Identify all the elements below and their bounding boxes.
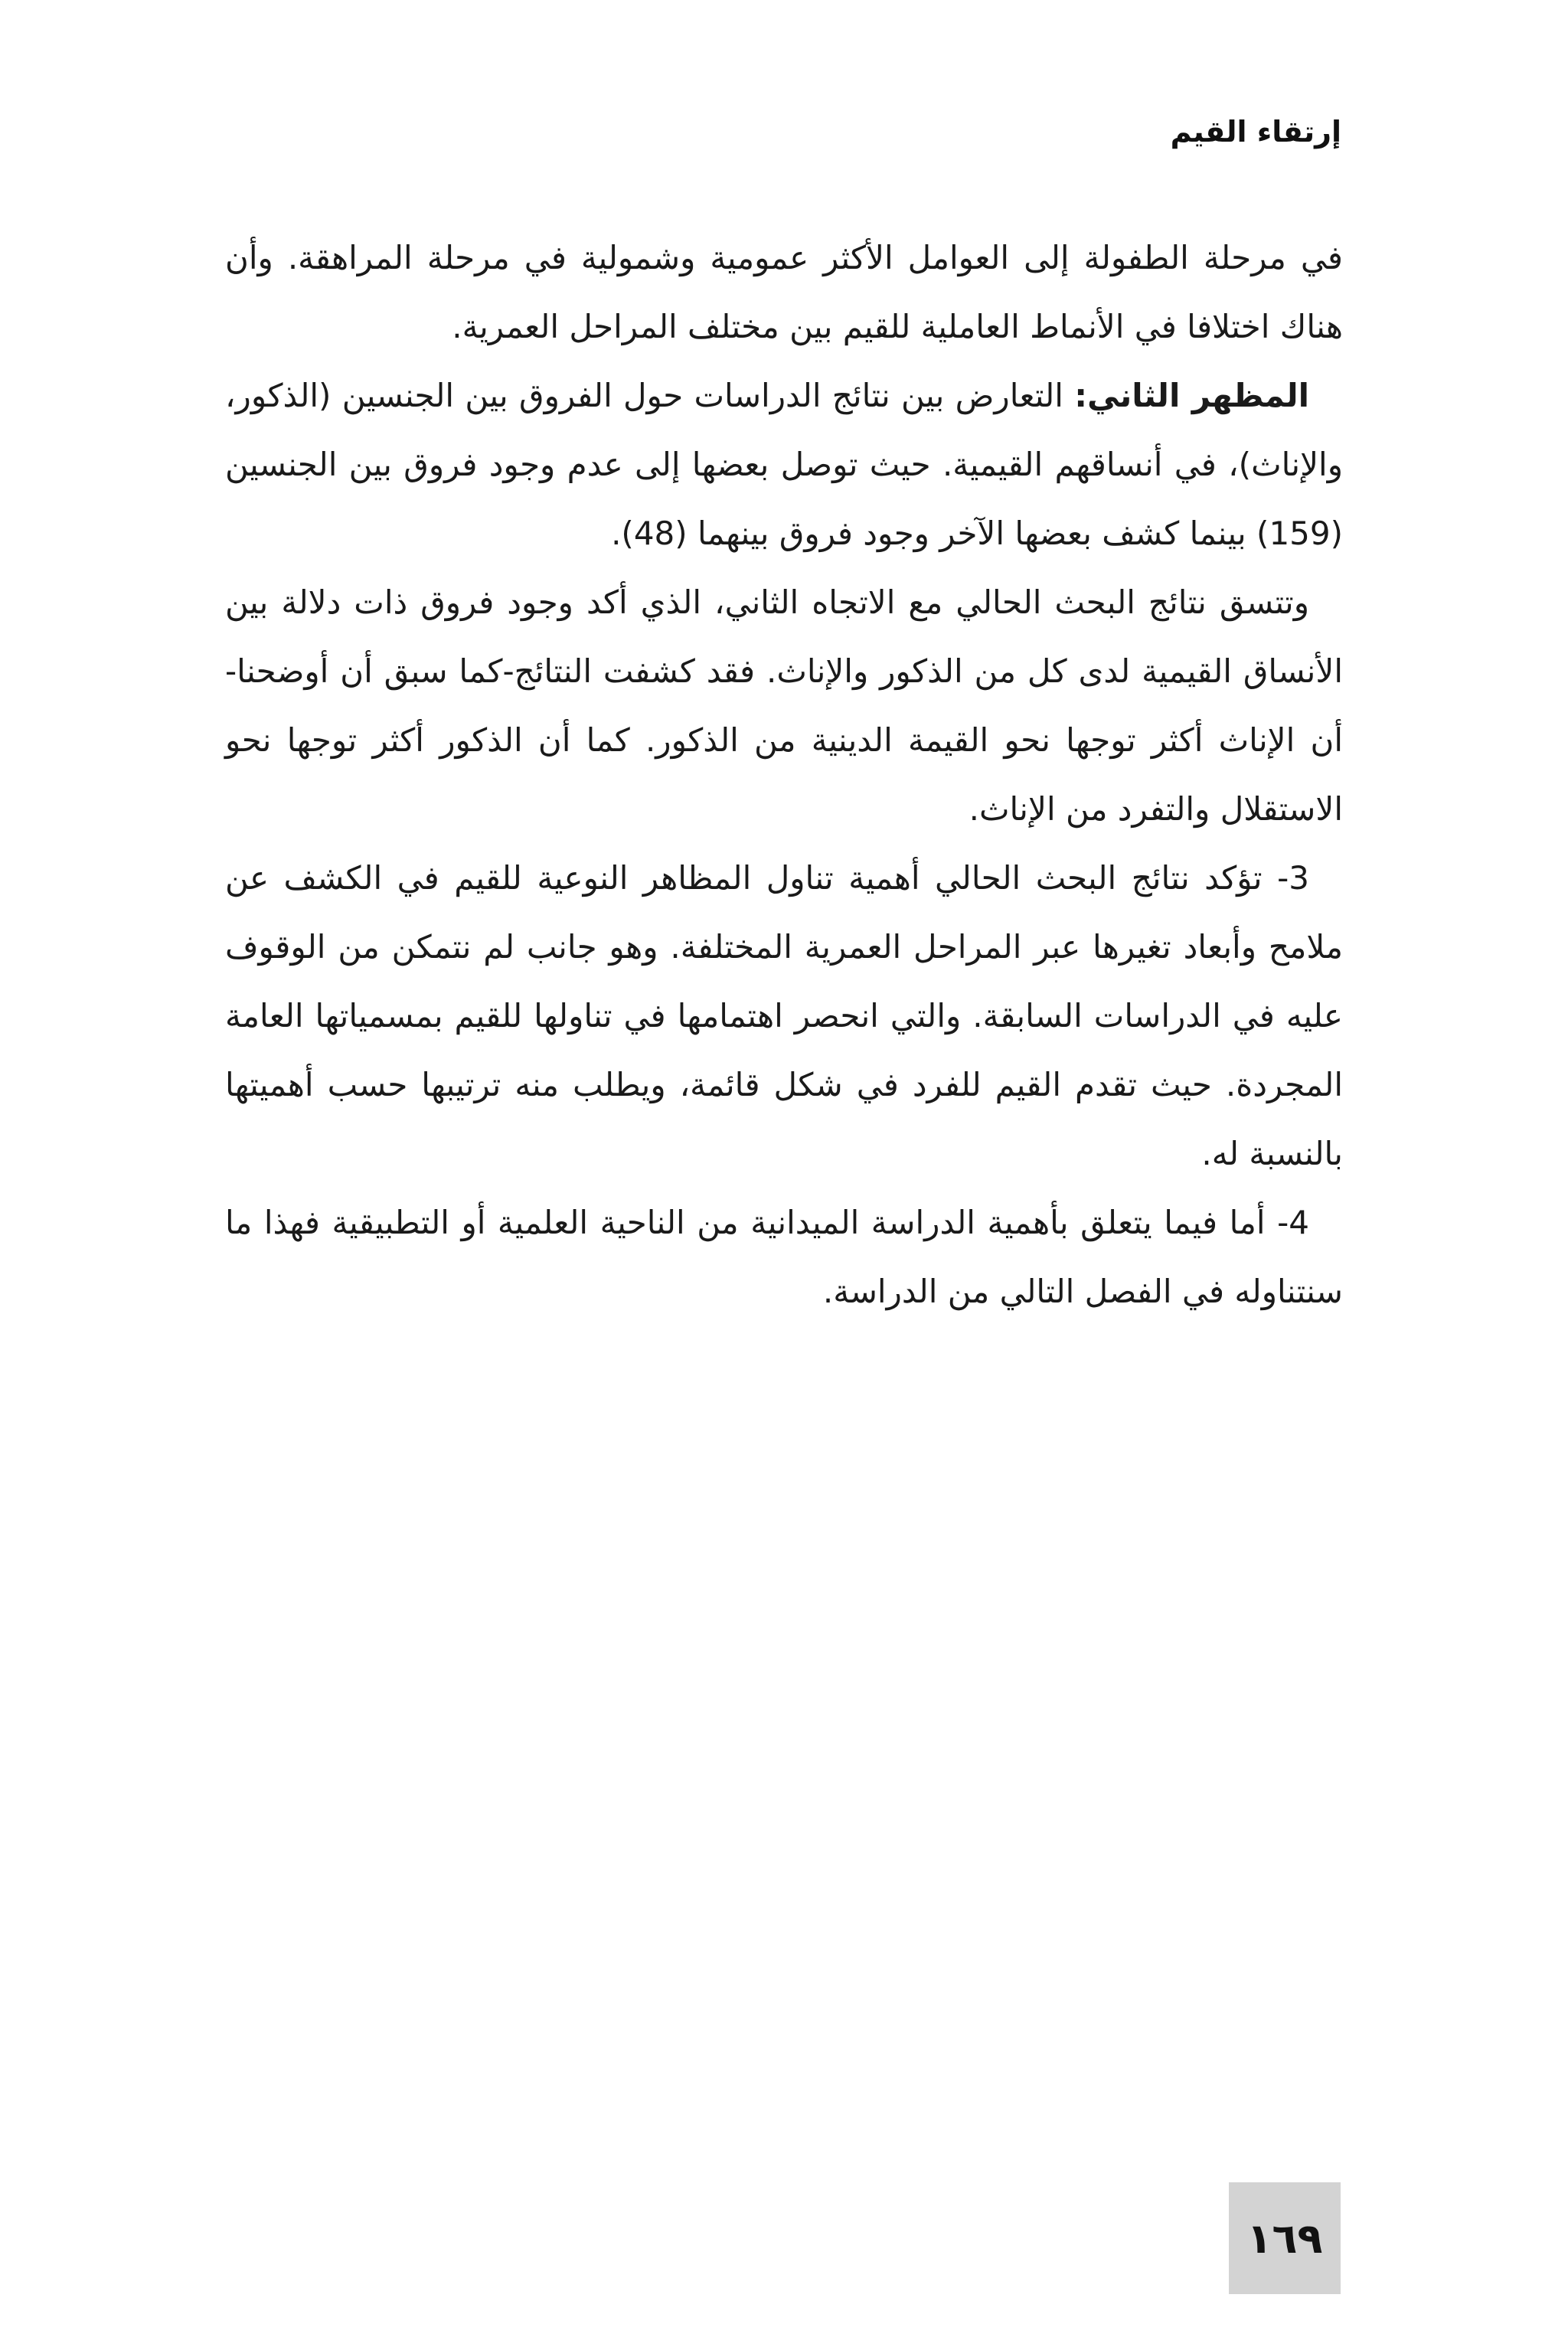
- running-header-title: إرتقاء القيم: [1170, 115, 1341, 149]
- paragraph-4: 3- تؤكد نتائج البحث الحالي أهمية تناول المظاهر النوعية للقيم في الكشف عن ملامح وأبعاد تغيرها عبر المراحل العمرية المختلفة. وهو جانب لم نتمكن من الوقوف عليه في الدراسات السابقة. والتي انحصر اهتمامها في تناولها للقيم بمسمياتها العامة المجردة. حيث تقدم القيم للفرد في شكل قائمة، ويطلب منه ترتيبها حسب أهميتها بالنسبة له.: [225, 859, 1343, 1172]
- page-number-box: [1229, 2182, 1341, 2294]
- paragraph-2-text: التعارض بين نتائج الدراسات حول الفروق بين الجنسين (الذكور، والإناث)، في أنساقهم القيمية. حيث توصل بعضها إلى عدم وجود فروق بين الجنسين (159) بينما كشف بعضها الآخر وجود فروق بينهما (48).: [225, 377, 1343, 552]
- body-text: [225, 224, 1343, 1326]
- paragraph-1: في مرحلة الطفولة إلى العوامل الأكثر عمومية وشمولية في مرحلة المراهقة. وأن هناك اختلافا في الأنماط العاملية للقيم بين مختلف المراحل العمرية.: [225, 239, 1343, 345]
- paragraph-5: 4- أما فيما يتعلق بأهمية الدراسة الميدانية من الناحية العلمية أو التطبيقية فهذا ما سنتناوله في الفصل التالي من الدراسة.: [225, 1204, 1343, 1310]
- page-number: ١٦٩: [1246, 2214, 1323, 2263]
- paragraph-2-lead: المظهر الثاني:: [1074, 377, 1309, 414]
- paragraph-3: وتتسق نتائج البحث الحالي مع الاتجاه الثاني، الذي أكد وجود فروق ذات دلالة بين الأنساق القيمية لدى كل من الذكور والإناث. فقد كشفت النتائج-كما سبق أن أوضحنا-أن الإناث أكثر توجها نحو القيمة الدينية من الذكور. كما أن الذكور أكثر توجها نحو الاستقلال والتفرد من الإناث.: [225, 583, 1343, 828]
- paragraph-2: [225, 361, 1343, 568]
